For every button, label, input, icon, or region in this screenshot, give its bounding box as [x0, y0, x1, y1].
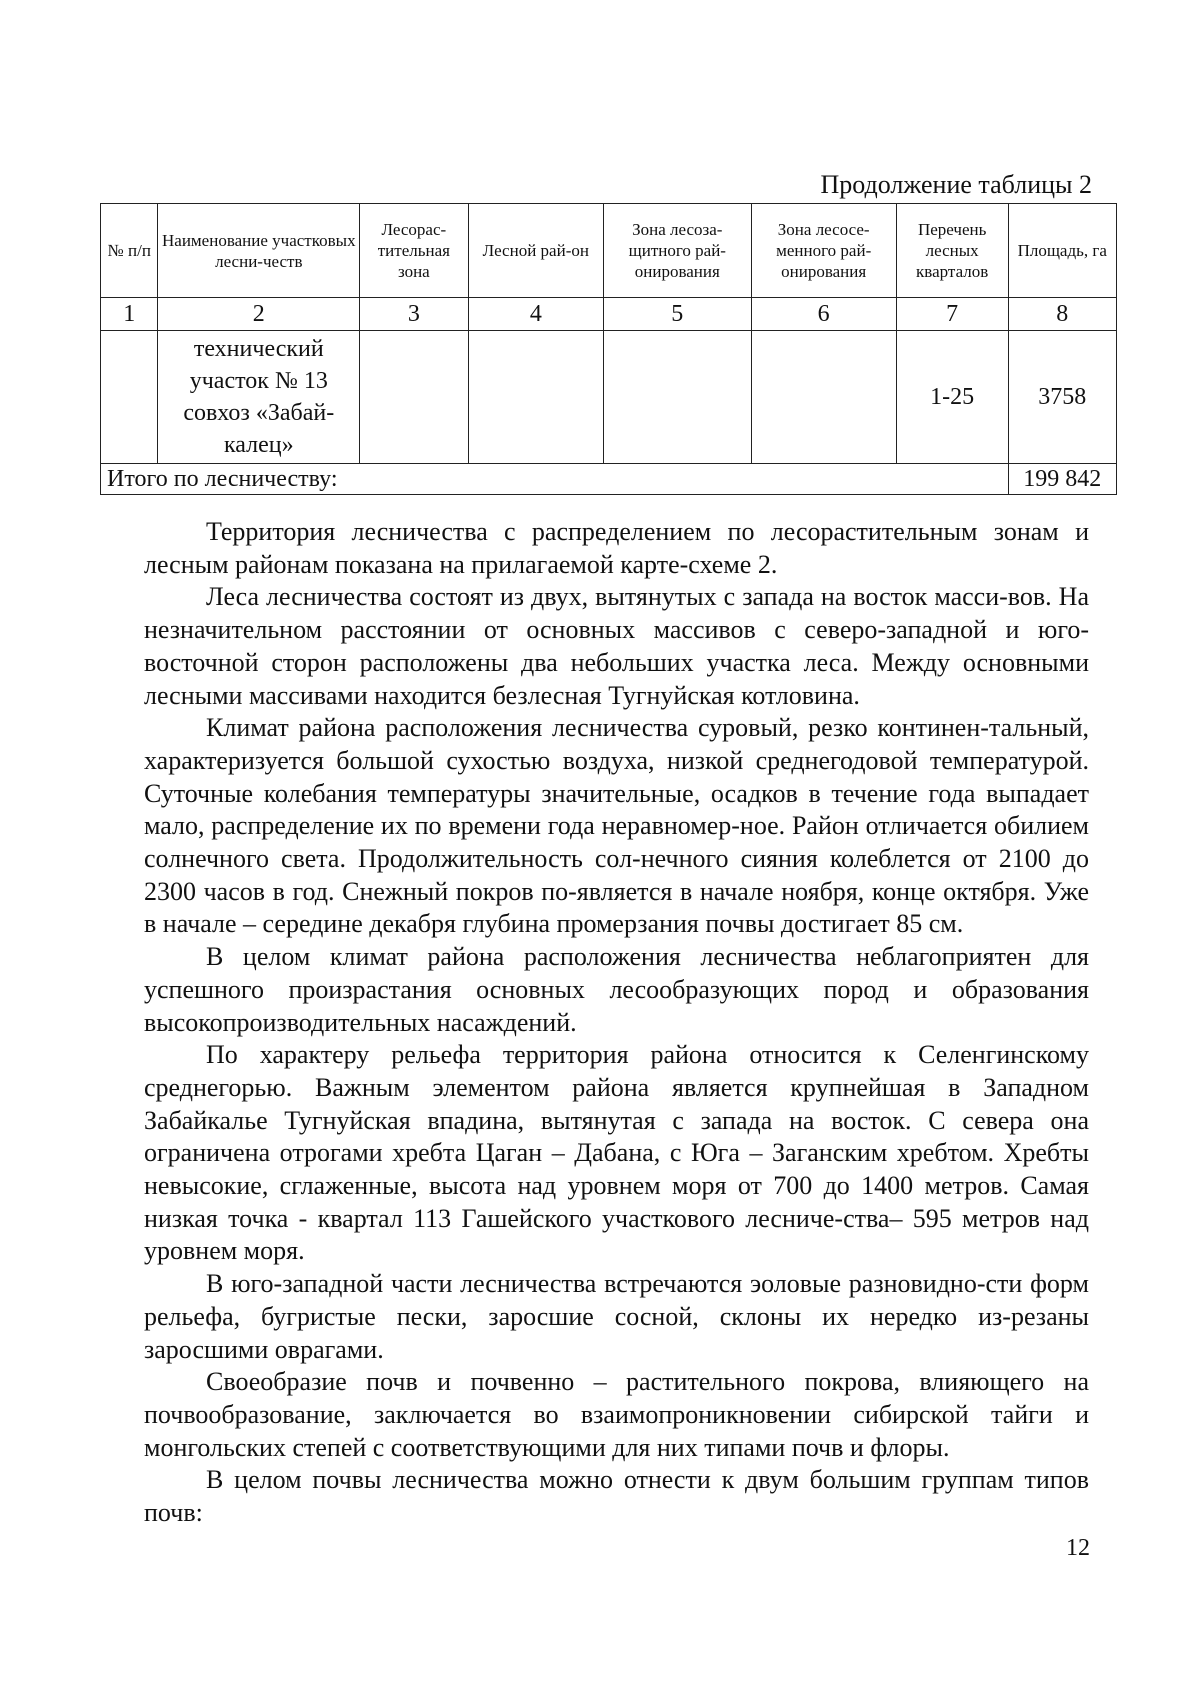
table-cell [751, 331, 896, 464]
column-number-cell: 5 [604, 298, 751, 331]
table-cell-quarters: 1-25 [896, 331, 1008, 464]
paragraph: Территория лесничества с распределением по лесорастительным зонам и лесным районам показана на прилагаемой карте-схеме 2. [144, 517, 1089, 579]
column-number-cell: 6 [751, 298, 896, 331]
header-cell-seed-zone: Зона лесосе-менного рай-онирования [751, 204, 896, 298]
body-text [144, 516, 1089, 1530]
header-cell-vegetation-zone: Лесорас-тительная зона [360, 204, 468, 298]
table-total-row [101, 464, 1117, 495]
header-cell-area: Площадь, га [1008, 204, 1117, 298]
column-number-cell: 1 [101, 298, 158, 331]
header-cell-forest-district: Лесной рай-он [468, 204, 604, 298]
column-number-cell: 4 [468, 298, 604, 331]
column-number-row [101, 298, 1117, 331]
table-row [101, 331, 1117, 464]
paragraph: В юго-западной части лесничества встречаются эоловые разновидно-сти форм рельефа, бугристые пески, заросшие сосной, склоны их нередко из-резаны заросшими оврагами. [144, 1269, 1089, 1364]
forestry-table [100, 203, 1117, 495]
paragraph: Климат района расположения лесничества суровый, резко континен-тальный, характеризуется большой сухостью воздуха, низкой среднегодовой температурой. Суточные колебания температуры значительные, осадков в течение года выпадает мало, распределение их по времени года неравномер-ное. Район отличается обилием солнечного света. Продолжительность сол-нечного сияния колеблется от 2100 до 2300 часов в год. Снежный покров по-является в начале ноября, конце октября. Уже в начале – середине декабря глубина промерзания почвы достигает 85 см. [144, 713, 1089, 939]
column-number-cell: 3 [360, 298, 468, 331]
column-number-cell: 7 [896, 298, 1008, 331]
header-cell-protective-zone: Зона лесоза-щитного рай-онирования [604, 204, 751, 298]
total-label: Итого по лесничеству: [101, 464, 1009, 495]
page-number: 12 [1066, 1535, 1090, 1561]
header-cell-number: № п/п [101, 204, 158, 298]
paragraph: Своеобразие почв и почвенно – растительного покрова, влияющего на почвообразование, заключается во взаимопроникновении сибирской тайги и монгольских степей с соответствующими для них типами почв и флоры. [144, 1367, 1089, 1462]
column-number-cell: 2 [158, 298, 360, 331]
table-header-row [101, 204, 1117, 298]
table-caption: Продолжение таблицы 2 [820, 170, 1092, 199]
paragraph: В целом почвы лесничества можно отнести к двум большим группам типов почв: [144, 1465, 1089, 1528]
column-number-cell: 8 [1008, 298, 1117, 331]
table-cell-name: технический участок № 13 совхоз «Забай-калец» [158, 331, 360, 464]
paragraph: В целом климат района расположения лесничества неблагоприятен для успешного произрастания основных лесообразующих пород и образования высокопроизводительных насаждений. [144, 942, 1089, 1037]
header-cell-quarters: Перечень лесных кварталов [896, 204, 1008, 298]
total-value: 199 842 [1008, 464, 1117, 495]
table-cell [468, 331, 604, 464]
paragraph: Леса лесничества состоят из двух, вытянутых с запада на восток масси-вов. На незначительном расстоянии от основных массивов с северо-западной и юго-восточной сторон расположены два небольших участка леса. Между основными лесными массивами находится безлесная Тугнуйская котловина. [144, 582, 1089, 710]
table-cell [101, 331, 158, 464]
paragraph: По характеру рельефа территория района относится к Селенгинскому среднегорью. Важным элементом района является крупнейшая в Западном Забайкалье Тугнуйская впадина, вытянутая с запада на восток. С севера она ограничена отрогами хребта Цаган – Дабана, с Юга – Заганским хребтом. Хребты невысокие, сглаженные, высота над уровнем моря от 700 до 1400 метров. Самая низкая точка - квартал 113 Гашейского участкового лесниче-ства– 595 метров над уровнем моря. [144, 1040, 1089, 1266]
header-cell-name: Наименование участковых лесни-честв [158, 204, 360, 298]
table-cell-area: 3758 [1008, 331, 1117, 464]
table-cell [604, 331, 751, 464]
table-cell [360, 331, 468, 464]
